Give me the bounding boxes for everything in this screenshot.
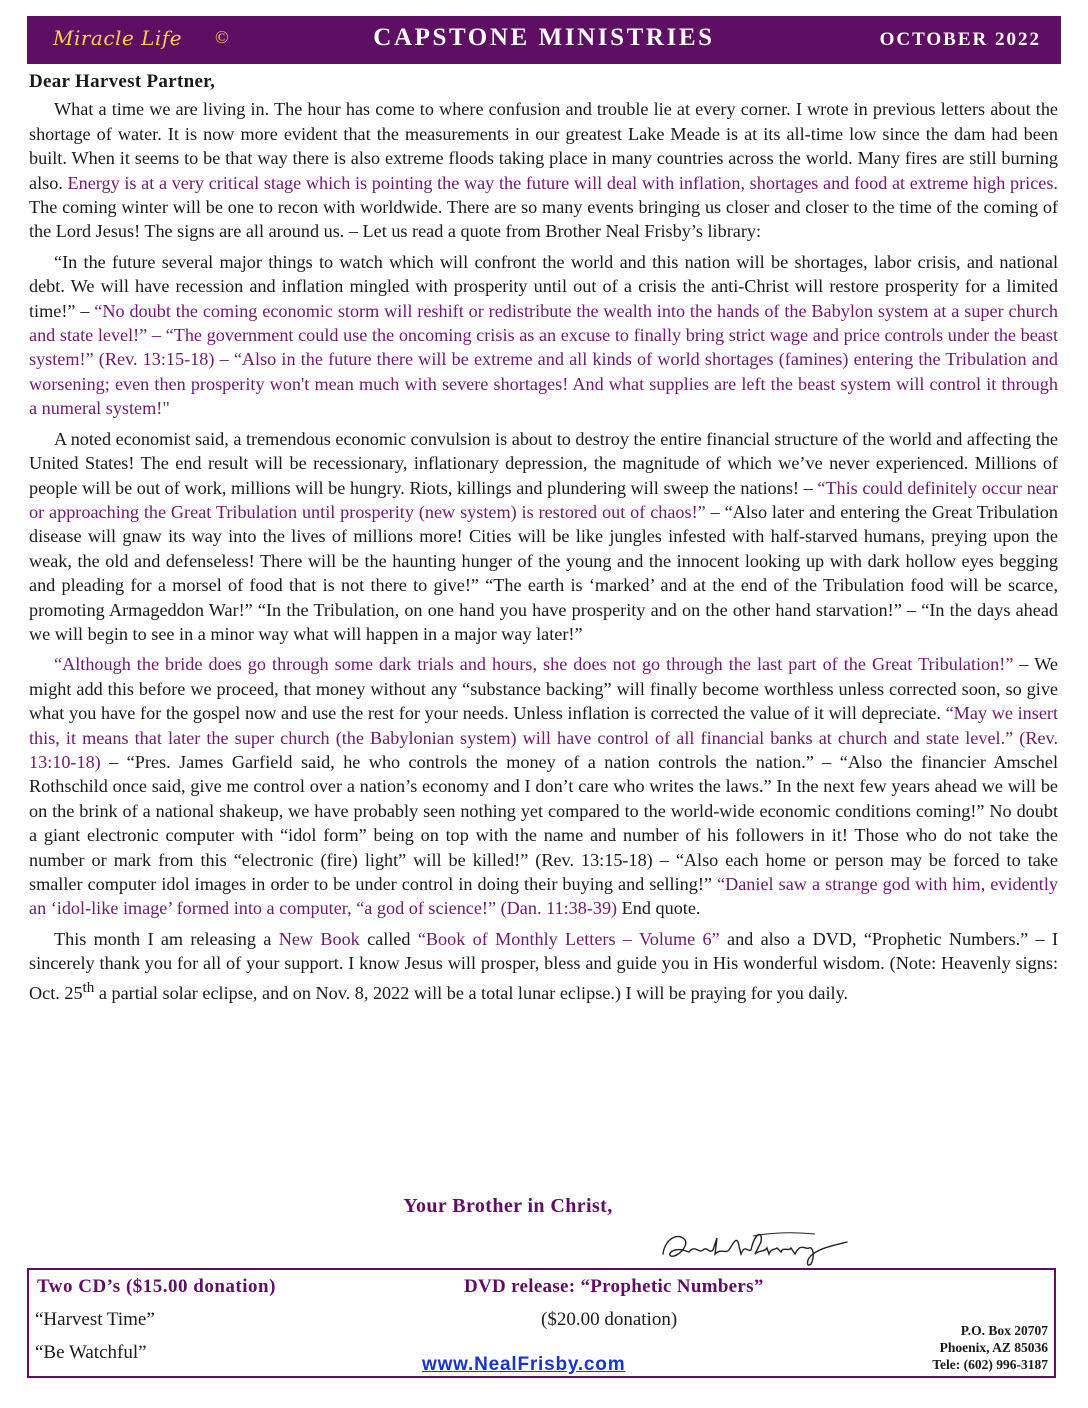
p5-text-1: This month I am releasing a <box>54 928 279 949</box>
signature <box>655 1224 855 1268</box>
paragraph-1 <box>29 97 1058 243</box>
p5-highlight-title: “Book of Monthly Letters – Volume 6” <box>417 928 720 949</box>
p1-text-end: The coming winter will be one to recon with worldwide. There are so many events bringing us closer and closer to the time of the coming of the Lord Jesus! The signs are all around us. – Let us read a quote from Brother Neal Frisby’s library: <box>29 197 1058 242</box>
p5-text-2: called <box>359 928 418 949</box>
copyright-symbol: © <box>215 27 229 47</box>
p1-highlight: Energy is at a very critical stage which is pointing the way the future will deal with inflation, shortages and food at extreme high prices. <box>67 172 1058 193</box>
address-line-city: Phoenix, AZ 85036 <box>939 1340 1048 1355</box>
p1-text: What a time we are living in. The hour has come to where confusion and trouble lie at every corner. I wrote in previous letters about the shortage of water. It is now more evident that the measurements in our greatest Lake Meade is at its all-time low since the dam had been built. When it seems to be that way there is also extreme floods taking place in many countries across the world. Many fires are still burning also. <box>29 99 1058 193</box>
letter-body <box>29 70 1058 1011</box>
paragraph-4 <box>29 652 1058 920</box>
p5-text-3: and also a DVD, “Prophetic Numbers.” – I sincerely thank you for all of your support. I know Jesus will prosper, bless and guide you in His wonderful wisdom. (Note: Heavenly signs: Oct. 25 <box>29 928 1058 1003</box>
p5-superscript: th <box>82 978 95 996</box>
website-link[interactable]: www.NealFrisby.com <box>422 1354 626 1375</box>
p4-text-1: – We might add this before we proceed, that money without any “substance backing” will finally become worthless unless corrected soon, so give what you have for the gospel now and use the rest for your needs. Unless inflation is corrected the value of it will depreciate. <box>29 654 1059 724</box>
p3-text-end: – “Also later and entering the Great Tribulation disease will gnaw its way into the lives of millions more! Cities will be like jungles infested with half-starved humans, preying upon the weak, the old and defenseless! There will be the haunting hunger of the young and the innocent looking up with dark hollow eyes begging and pleading for a morsel of food that is not there to give!” “The earth is ‘marked’ and at the end of the Tribulation food will be scarce, promoting Armageddon War!” “In the Tribulation, on one hand you have prosperity and on the other hand starvation!” – “In the days ahead we will begin to see in a minor way what will happen in a major way later!” <box>29 501 1058 644</box>
address-line-phone: Tele: (602) 996-3187 <box>932 1357 1048 1372</box>
p4-highlight-3: “Daniel saw a strange god with him, evidently an ‘idol-like image’ formed into a computer, “a god of science!” (Dan. 11:38-39) <box>29 874 1058 919</box>
p4-text-end: End quote. <box>617 898 701 919</box>
offer-box <box>27 1268 1056 1378</box>
cd-title-2: “Be Watchful” <box>35 1342 147 1363</box>
dvd-price: ($20.00 donation) <box>541 1309 678 1330</box>
p2-text: “In the future several major things to watch which will confront the world and this nation will be shortages, labor crisis, and national debt. We will have recession and inflation mingled with prosperity until out of a crisis the anti-Christ will restore prosperity for a limited time!” – <box>29 251 1058 321</box>
p4-text-2: – “Pres. James Garfield said, he who controls the money of a nation controls the nation.” – “Also the financier Amschel Rothschild once said, give me control over a nation’s economy and I don’t care who writes the laws.” In the next few years ahead we will be on the brink of a national shakeup, we have probably seen nothing yet compared to the world-wide economic conditions coming!” No doubt a giant electronic computer with “idol form” being on top with the name and number of his followers in it! Those who do not take the number or mark from this “electronic (fire) light” will be killed!” (Rev. 13:15-18) – “Also each home or person may be forced to take smaller computer idol images in order to be under control in doing their buying and selling!” <box>29 751 1058 894</box>
p5-text-end: a partial solar eclipse, and on Nov. 8, 2022 will be a total lunar eclipse.) I will be praying for you daily. <box>94 982 849 1003</box>
p3-text: A noted economist said, a tremendous economic convulsion is about to destroy the entire financial structure of the world and affecting the United States! The end result will be recessionary, inflationary depression, the magnitude of which we’ve never experienced. Millions of people will be out of work, millions will be hungry. Riots, killings and plundering will sweep the nations! – <box>29 428 1058 498</box>
brand-logo: Miracle Life <box>53 26 183 50</box>
paragraph-5 <box>29 927 1058 1005</box>
mailing-address <box>932 1322 1048 1373</box>
paragraph-2 <box>29 250 1058 421</box>
paragraph-3 <box>29 427 1058 647</box>
organization-title: CAPSTONE MINISTRIES <box>373 24 715 51</box>
p4-highlight-2: “May we insert this, it means that later the super church (the Babylonian system) will have control of all financial banks at church and state level.” (Rev. 13:10-18) <box>29 703 1058 772</box>
address-line-po-box: P.O. Box 20707 <box>960 1323 1048 1338</box>
p4-highlight-1: “Although the bride does go through some dark trials and hours, she does not go through the last part of the Great Tribulation!” <box>54 654 1014 675</box>
cd-offer-heading: Two CD’s ($15.00 donation) <box>37 1276 276 1297</box>
salutation: Dear Harvest Partner, <box>29 71 216 92</box>
p2-highlight: “No doubt the coming economic storm will reshift or redistribute the wealth into the hands of the Babylon system at a super church and state level!” – “The government could use the oncoming crisis as an excuse to finally bring strict wage and price controls under the beast system!” (Rev. 13:15-18) – “Also in the future there will be extreme and all kinds of world shortages (famines) entering the Tribulation and worsening; even then prosperity won't mean much with severe shortages! And what supplies are left the beast system will control it through a numeral system!" <box>29 300 1058 419</box>
p5-highlight-book: New Book <box>278 928 360 949</box>
issue-date: OCTOBER 2022 <box>879 29 1041 50</box>
dvd-offer-heading: DVD release: “Prophetic Numbers” <box>464 1276 764 1297</box>
p3-highlight: “This could definitely occur near or approaching the Great Tribulation until prosperity (new system) is restored out of chaos!” <box>29 477 1058 522</box>
header-banner <box>27 16 1061 64</box>
closing-line: Your Brother in Christ, <box>403 1195 613 1217</box>
cd-title-1: “Harvest Time” <box>35 1309 155 1330</box>
